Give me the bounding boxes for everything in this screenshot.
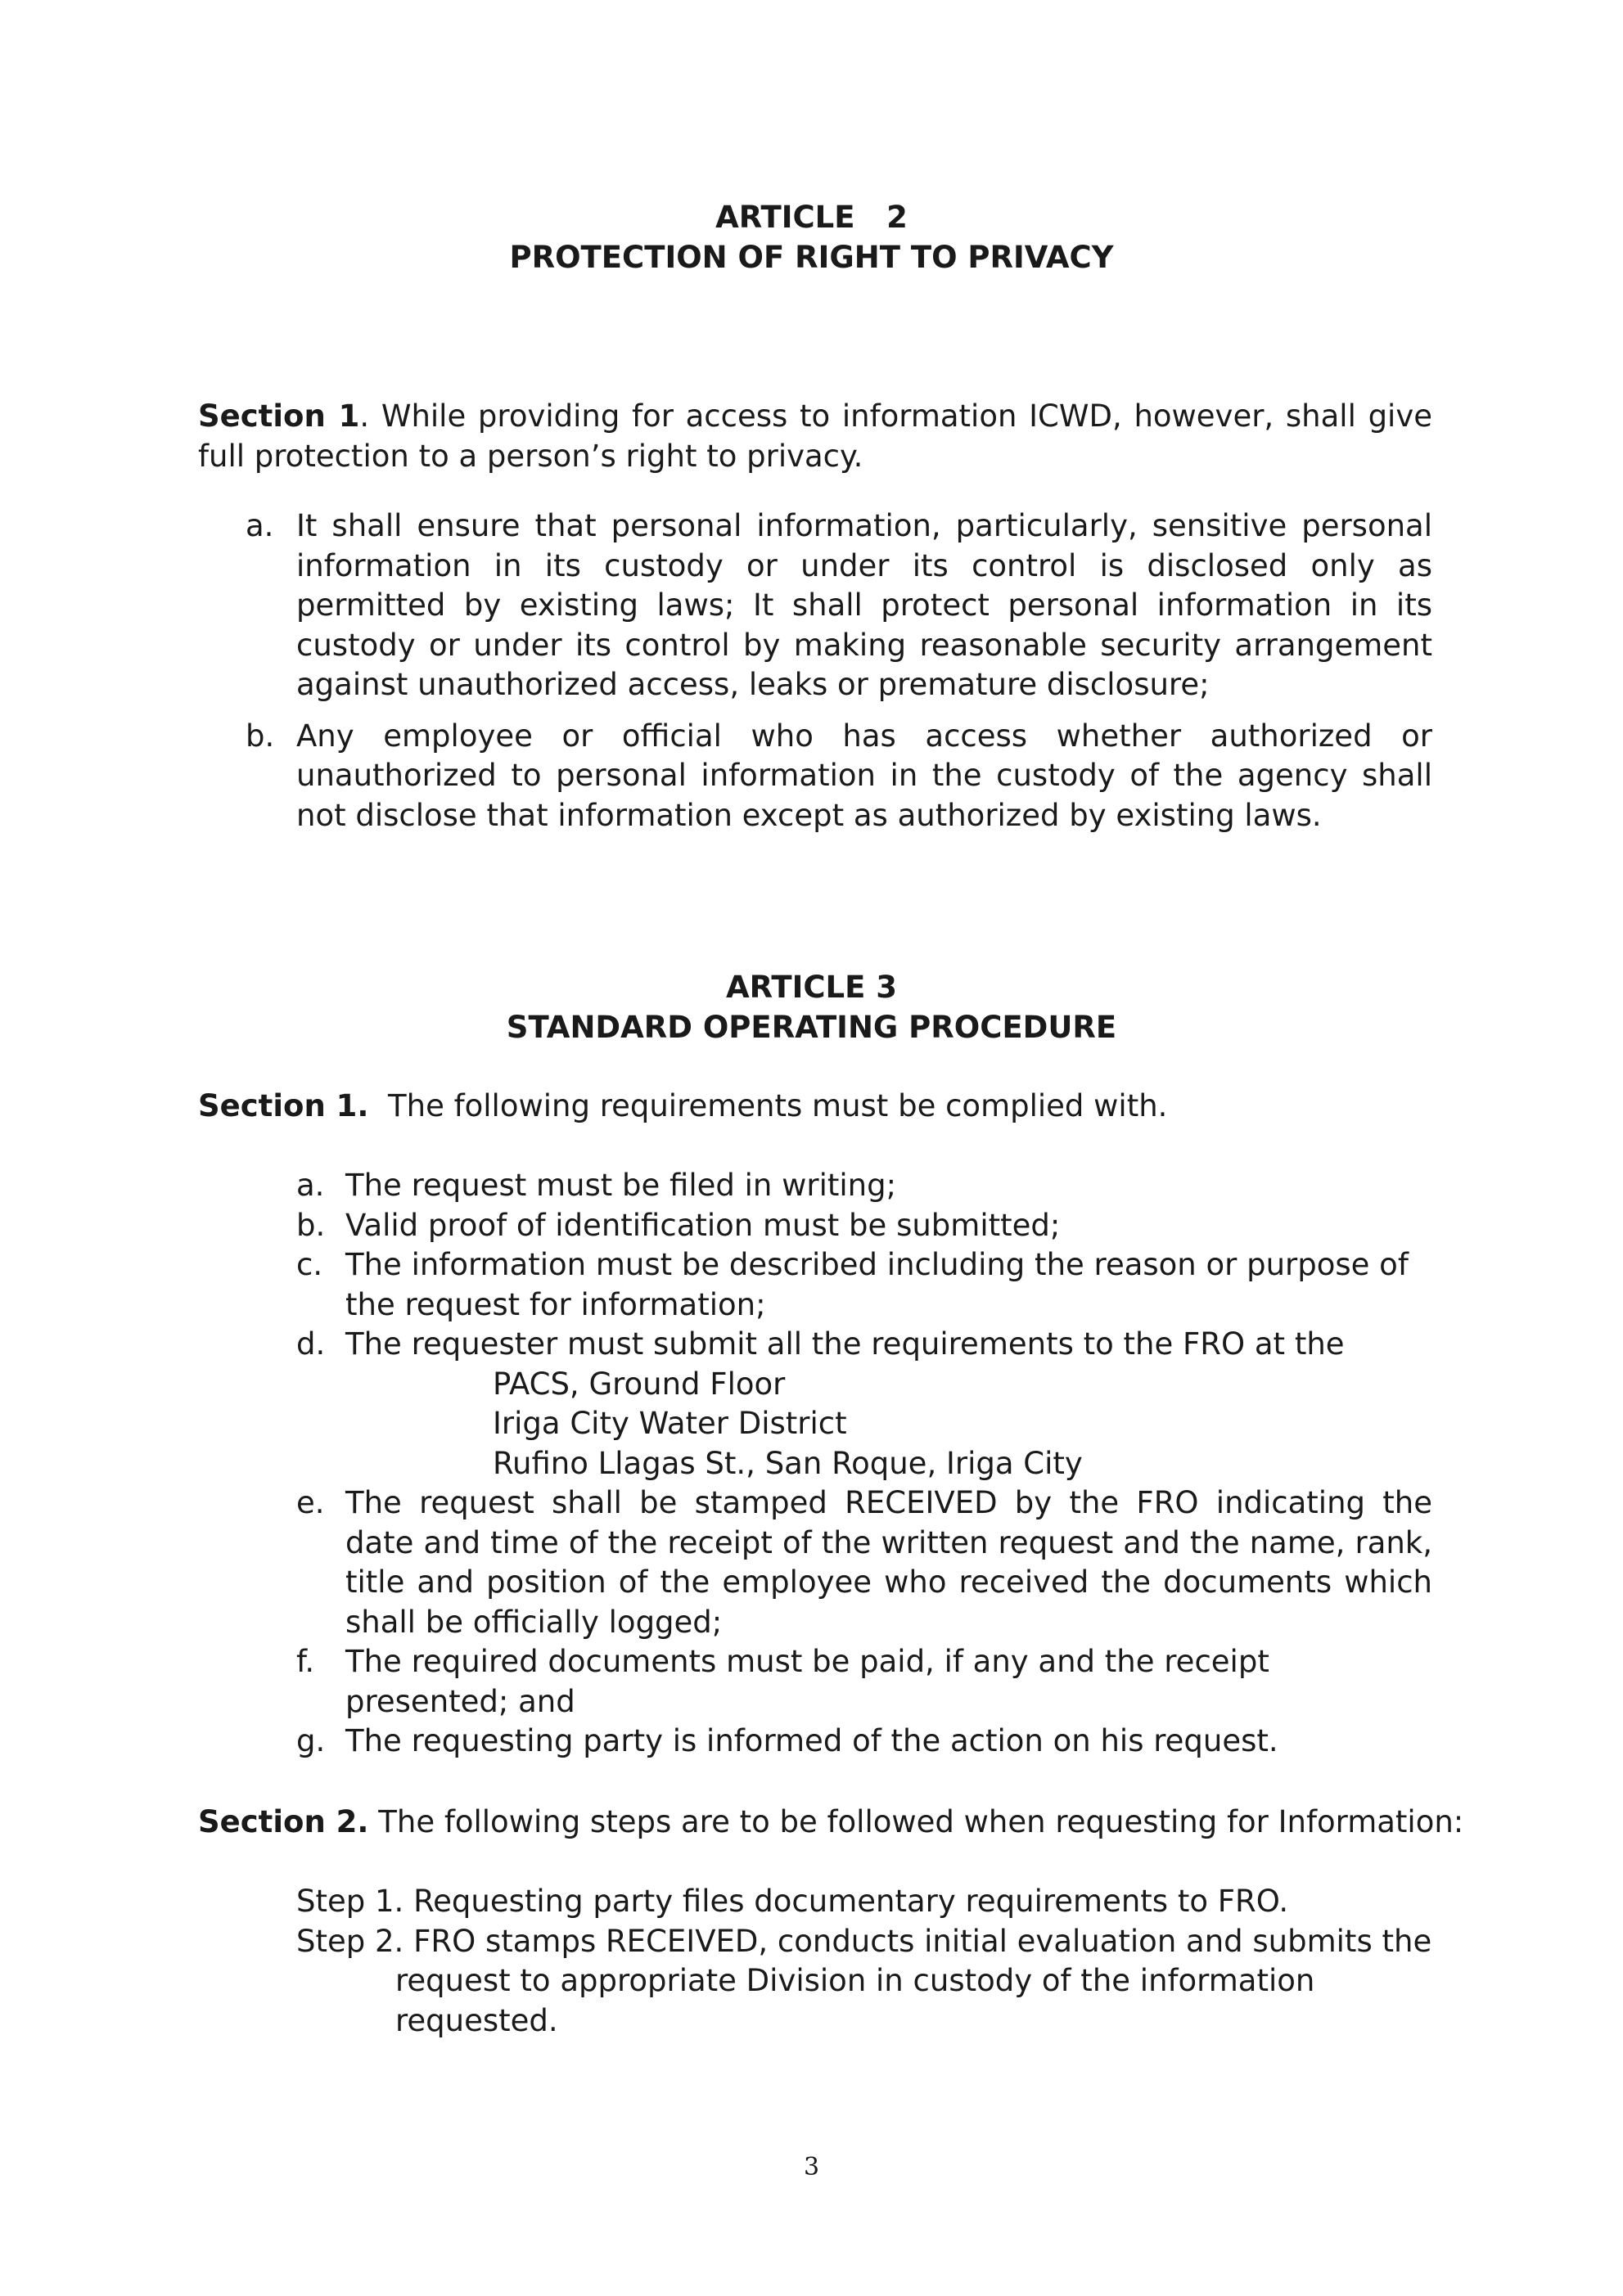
list-marker: d. bbox=[296, 1326, 326, 1362]
list-marker: g. bbox=[296, 1723, 326, 1758]
section-text: The following steps are to be followed when requesting for Information: bbox=[368, 1804, 1464, 1839]
list-marker: b. bbox=[246, 718, 275, 754]
list-marker: b. bbox=[296, 1207, 326, 1243]
section-label: Section 2. bbox=[198, 1804, 369, 1839]
step-item bbox=[296, 1922, 1432, 2042]
section-text: The following requirements must be complied with. bbox=[368, 1088, 1168, 1123]
list-item bbox=[246, 717, 1432, 836]
list-marker: c. bbox=[296, 1247, 323, 1282]
step-continuation: request to appropriate Division in custody of the information bbox=[395, 1963, 1315, 1998]
section-label: Section 1 bbox=[198, 398, 360, 434]
list-item-text: The request shall be stamped RECEIVED by the FRO indicating the date and time of the receipt of the written request and the name, rank, title and position of the employee who received the documents which shall be officially logged; bbox=[345, 1485, 1432, 1640]
section-label: Section 1. bbox=[198, 1088, 369, 1123]
article-2-heading bbox=[0, 198, 1623, 277]
list-item-text: It shall ensure that personal information, particularly, sensitive personal information in its custody or under its control is disclosed only as permitted by existing laws; It shall protect personal information in its custody or under its control by making reasonable security arrangement against unauthorized access, leaks or premature disclosure; bbox=[296, 508, 1432, 702]
article-2-title: ARTICLE 2 bbox=[715, 200, 908, 235]
list-item bbox=[296, 1325, 1432, 1483]
list-item-text: The required documents must be paid, if any and the receipt presented; and bbox=[345, 1644, 1269, 1719]
list-item bbox=[296, 1166, 1432, 1206]
list-item-text: Valid proof of identification must be submitted; bbox=[345, 1207, 1061, 1243]
address-line: Iriga City Water District bbox=[493, 1406, 847, 1441]
step-continuation: requested. bbox=[395, 2002, 558, 2038]
step-text: FRO stamps RECEIVED, conducts initial evaluation and submits the bbox=[413, 1923, 1432, 1959]
address-line: Rufino Llagas St., San Roque, Iriga City bbox=[493, 1445, 1083, 1481]
list-item bbox=[296, 1206, 1432, 1246]
article-3-title: ARTICLE 3 bbox=[725, 970, 898, 1005]
list-item bbox=[296, 1483, 1432, 1642]
steps-list bbox=[296, 1882, 1432, 2041]
step-label: Step 1. bbox=[296, 1884, 404, 1919]
step-text: Requesting party files documentary requirements to FRO. bbox=[413, 1884, 1289, 1919]
list-item-text: The information must be described including the reason or purpose of the request for information; bbox=[345, 1247, 1409, 1322]
page-number: 3 bbox=[803, 2153, 820, 2181]
step-label: Step 2. bbox=[296, 1923, 404, 1959]
privacy-list bbox=[246, 506, 1432, 835]
list-item bbox=[296, 1722, 1432, 1762]
step-item bbox=[296, 1882, 1432, 1922]
list-marker: f. bbox=[296, 1644, 315, 1679]
list-marker: e. bbox=[296, 1485, 325, 1520]
list-item bbox=[296, 1245, 1432, 1325]
address-line: PACS, Ground Floor bbox=[493, 1366, 786, 1402]
requirements-list bbox=[296, 1166, 1432, 1762]
article-2-subtitle: PROTECTION OF RIGHT TO PRIVACY bbox=[509, 239, 1114, 275]
list-marker: a. bbox=[296, 1168, 325, 1203]
list-item-text: The requesting party is informed of the action on his request. bbox=[345, 1723, 1278, 1758]
article-3-section-2 bbox=[198, 1803, 1464, 1843]
list-item bbox=[296, 1642, 1432, 1722]
list-item bbox=[246, 506, 1432, 705]
section-text: . While providing for access to information ICWD, however, shall give full protection to a person’s right to privacy. bbox=[198, 398, 1432, 474]
article-3-subtitle: STANDARD OPERATING PROCEDURE bbox=[506, 1009, 1117, 1045]
list-item-text: The request must be filed in writing; bbox=[345, 1168, 897, 1203]
list-item-text: The requester must submit all the requirements to the FRO at the bbox=[345, 1326, 1345, 1362]
list-item-text: Any employee or official who has access whether authorized or unauthorized to personal information in the custody of the agency shall not disclose that information except as authorized by existing laws. bbox=[296, 718, 1432, 833]
article-2-section-1 bbox=[198, 397, 1432, 476]
article-3-heading bbox=[0, 968, 1623, 1047]
list-marker: a. bbox=[246, 508, 274, 543]
article-3-section-1 bbox=[198, 1087, 1432, 1127]
